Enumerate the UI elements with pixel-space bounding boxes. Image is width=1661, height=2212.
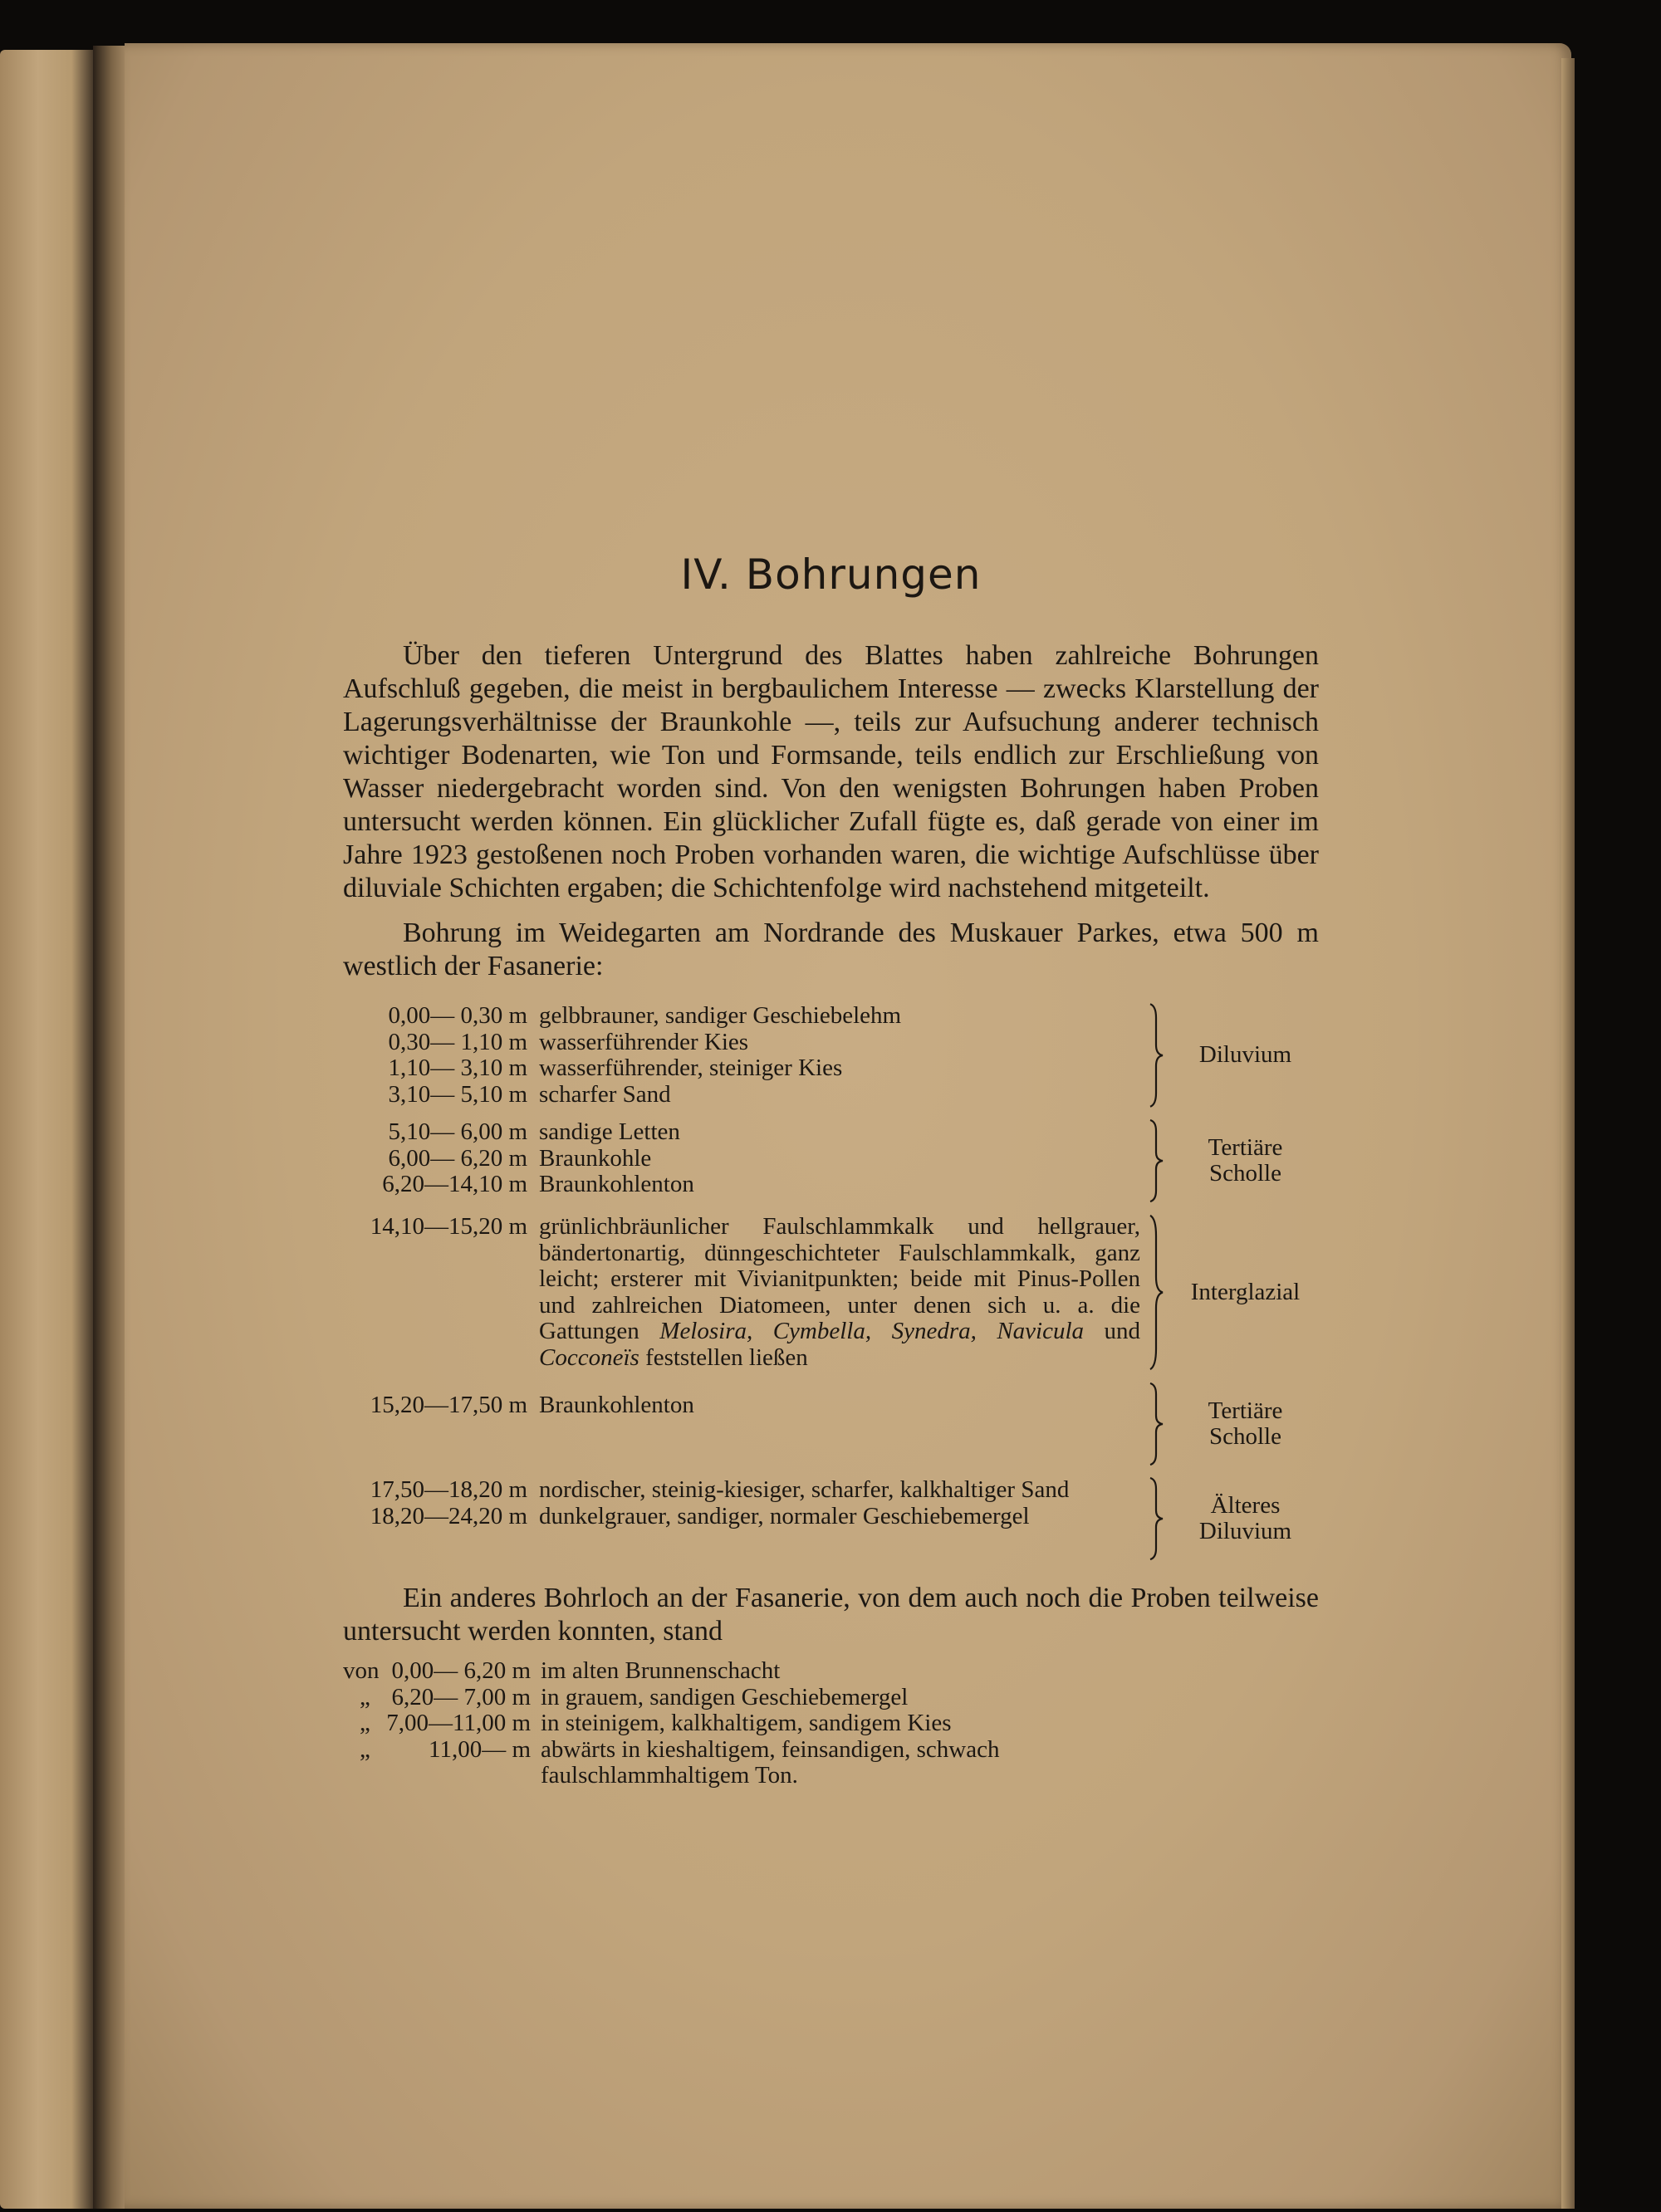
- curly-brace: [1149, 1477, 1165, 1560]
- depth-range: 7,00—11,00 m: [386, 1710, 531, 1736]
- layer-description: wasserführender Kies: [539, 1028, 749, 1055]
- row-prefix: „: [360, 1735, 370, 1763]
- page-content: [343, 548, 1319, 1789]
- intro-paragraph: Über den tieferen Untergrund des Blattes haben zahlreiche Bohrungen Aufschluß gegeben, die meist in bergbaulichem Interesse — zwecks Klarstellung der Lagerungsverhältnisse der Braunkohle —, teils zur Aufsuchung anderer technisch wichtiger Bodenarten, wie Ton und Formsande, teils endlich zur Erschließung von Wasser niedergebracht worden sind. Von den wenigsten Bohrungen haben Proben untersucht werden können. Ein glücklicher Zufall fügte es, daß gerade von einer im Jahre 1923 gestoßenen noch Proben vorhanden waren, die wichtige Aufschlüsse über diluviale Schichten ergaben; die Schichtenfolge wird nachstehend mitgeteilt.: [343, 640, 1319, 903]
- depth-range: 18,20—24,20 m: [370, 1502, 527, 1529]
- page-stack-edge: [1561, 58, 1575, 2209]
- label-line: Scholle: [1208, 1160, 1281, 1187]
- strata-row: [343, 1504, 1140, 1530]
- curly-brace: [1149, 1119, 1165, 1202]
- depth-range: 6,20— 7,00 m: [391, 1683, 531, 1710]
- strata-table: [343, 1003, 1319, 1560]
- stratigraphic-label: [1165, 1477, 1319, 1560]
- row-prefix: von: [343, 1657, 380, 1684]
- layer-description: gelbbrauner, sandiger Geschiebelehm: [539, 1002, 902, 1029]
- strata-group-tertiaere-scholle-2: [343, 1382, 1319, 1466]
- depth-range: 11,00— m: [429, 1735, 531, 1763]
- layer-description: grünlichbräunlicher Faulschlammkalk und hellgrauer, bändertonartig, dünngeschichteter Faulschlammkalk, ganz leicht; ersterer mit Vivianitpunkten; beide mit Pinus-Pollen und zahlreichen Diatomeen, unter denen sich u. a. die Gattungen Melosira, Cymbella, Synedra, Navicula und Cocconeïs feststellen ließen: [539, 1213, 1140, 1371]
- label-line: Scholle: [1208, 1423, 1281, 1450]
- stratigraphic-label: [1165, 1003, 1319, 1108]
- depth-range: 14,10—15,20 m: [370, 1213, 527, 1240]
- layer-description: wasserführender, steiniger Kies: [539, 1055, 843, 1081]
- depth-range: 0,30— 1,10 m: [388, 1028, 527, 1055]
- layer-description: in grauem, sandigen Geschiebemergel: [541, 1683, 909, 1710]
- row-prefix: „: [360, 1710, 370, 1736]
- bohrloch-row: [343, 1658, 1319, 1685]
- label-line: Älteres: [1210, 1491, 1281, 1519]
- bohrloch-row: [343, 1737, 1319, 1789]
- bohrloch-2-table: [343, 1658, 1319, 1789]
- bohrung-1-paragraph: Bohrung im Weidegarten am Nordrande des Muskauer Parkes, etwa 500 m westlich der Fasanerie:: [343, 918, 1319, 981]
- bohrung-2-paragraph: Ein anderes Bohrloch an der Fasanerie, von dem auch noch die Proben teilweise untersucht werden konnten, stand: [343, 1583, 1319, 1647]
- depth-range: 0,00— 6,20 m: [391, 1657, 531, 1684]
- layer-description: in steinigem, kalkhaltigem, sandigem Kies: [541, 1710, 952, 1736]
- depth-range: 0,00— 0,30 m: [388, 1002, 527, 1029]
- strata-row: [343, 1030, 1140, 1056]
- curly-brace: [1149, 1382, 1165, 1466]
- label-line: Diluvium: [1198, 1518, 1292, 1544]
- section-heading: IV. Bohrungen: [680, 551, 982, 599]
- strata-group-interglazial: [343, 1214, 1319, 1371]
- strata-row: [343, 1146, 1140, 1172]
- bohrloch-row: [343, 1710, 1319, 1737]
- bohrloch-row: [343, 1685, 1319, 1711]
- strata-row: [343, 1003, 1140, 1030]
- strata-row: [343, 1214, 1140, 1371]
- left-page-edge: [0, 50, 96, 2209]
- depth-range: 6,00— 6,20 m: [388, 1144, 527, 1172]
- layer-description: Braunkohlenton: [539, 1392, 694, 1418]
- depth-range: 15,20—17,50 m: [370, 1392, 527, 1418]
- layer-description: abwärts in kieshaltigem, feinsandigen, schwach faulschlammhaltigem Ton.: [541, 1735, 1000, 1789]
- row-prefix: „: [360, 1683, 370, 1710]
- label-line: Tertiäre: [1208, 1397, 1283, 1424]
- depth-range: 6,20—14,10 m: [382, 1171, 527, 1197]
- depth-range: 1,10— 3,10 m: [388, 1055, 527, 1081]
- depth-range: 17,50—18,20 m: [370, 1476, 527, 1503]
- strata-group-aelteres-diluvium: [343, 1477, 1319, 1560]
- strata-row: [343, 1055, 1140, 1082]
- stratigraphic-label: [1165, 1119, 1319, 1202]
- strata-row: [343, 1477, 1140, 1504]
- layer-description: scharfer Sand: [539, 1080, 671, 1108]
- layer-description: Braunkohlenton: [539, 1171, 694, 1197]
- depth-range: 3,10— 5,10 m: [388, 1080, 527, 1108]
- curly-brace: [1149, 1214, 1165, 1371]
- strata-group-diluvium: [343, 1003, 1319, 1108]
- layer-description: im alten Brunnenschacht: [541, 1657, 781, 1684]
- stratigraphic-label: [1165, 1214, 1319, 1371]
- layer-description: Braunkohle: [539, 1144, 652, 1172]
- layer-description: dunkelgrauer, sandiger, normaler Geschiebemergel: [539, 1502, 1030, 1529]
- depth-range: 5,10— 6,00 m: [388, 1118, 527, 1145]
- strata-row: [343, 1082, 1140, 1108]
- strata-row: [343, 1119, 1140, 1146]
- label-line: Diluvium: [1198, 1041, 1292, 1069]
- layer-description: nordischer, steinig-kiesiger, scharfer, kalkhaltiger Sand: [539, 1476, 1070, 1503]
- curly-brace: [1149, 1003, 1165, 1108]
- stratigraphic-label: [1165, 1382, 1319, 1466]
- label-line: Tertiäre: [1208, 1133, 1283, 1161]
- strata-group-tertiaere-scholle: [343, 1119, 1319, 1202]
- label-line: Interglazial: [1190, 1278, 1301, 1305]
- layer-description: sandige Letten: [539, 1118, 680, 1145]
- strata-row: [343, 1172, 1140, 1198]
- strata-row: [343, 1382, 1140, 1419]
